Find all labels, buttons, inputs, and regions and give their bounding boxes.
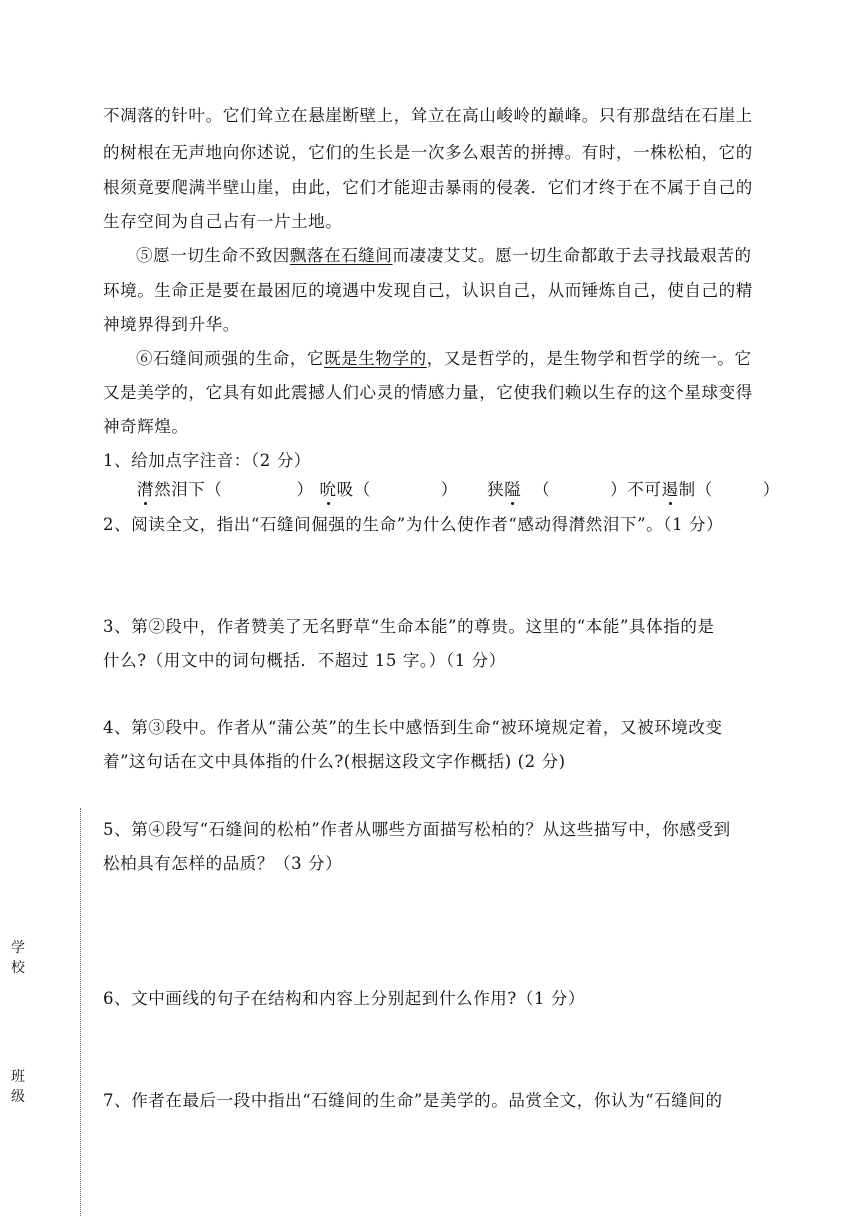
q1-text: 制（ <box>678 480 713 499</box>
underlined-phrase: 飘落在石缝间 <box>289 246 393 265</box>
passage-p5-line1 <box>136 246 796 266</box>
q1-text: ）不可 <box>610 480 662 499</box>
margin-char: 校 <box>11 960 25 976</box>
margin-char: 学 <box>11 940 25 956</box>
q1-text: ） <box>296 480 314 499</box>
question-2: 2、阅读全文，指出“石缝间倔强的生命”为什么使作者“感动得潸然泪下”。（1 分） <box>103 515 724 534</box>
dotted-char: 吮 <box>319 480 337 499</box>
q1-text: 吸（ <box>336 480 371 499</box>
passage-p4-line2: 的树根在无声地向你述说，它们的生长是一次多么艰苦的拼搏。有时，一株松柏，它的 <box>103 143 753 162</box>
margin-label-class <box>11 1067 27 1107</box>
passage-p5-line3: 神境界得到升华。 <box>103 315 240 334</box>
q1-text: 狭 <box>487 480 505 499</box>
question-5-line1: 5、第④段写“石缝间的松柏”作者从哪些方面描写松柏的？从这些描写中，你感受到 <box>103 820 731 839</box>
passage-p6-line3: 神奇辉煌。 <box>103 417 189 436</box>
passage-p6-line1 <box>136 349 796 369</box>
question-6: 6、文中画线的句子在结构和内容上分别起到什么作用?（1 分） <box>103 989 586 1008</box>
question-4-line2: 着”这句话在文中具体指的什么?(根据这段文字作概括) (2 分) <box>103 752 566 771</box>
dotted-char: 隘 <box>504 480 522 499</box>
margin-label-school <box>11 938 27 978</box>
dotted-char: 潸 <box>137 480 155 499</box>
p5-text: ⑤愿一切生命不致因 <box>136 246 290 265</box>
q1-text: （ <box>533 480 551 499</box>
question-7-line1: 7、作者在最后一段中指出“石缝间的生命”是美学的。品赏全文，你认为“石缝间的 <box>103 1091 723 1110</box>
passage-p5-line2: 环境。生命正是要在最困厄的境遇中发现自己，认识自己，从而锤炼自己，使自己的精 <box>103 281 753 300</box>
underlined-phrase: 既是生物学的 <box>324 349 427 368</box>
q1-text: ） <box>762 480 780 499</box>
binding-margin-dotted-line <box>80 808 81 1216</box>
question-1-items <box>137 480 797 500</box>
passage-p4-line1: 不凋落的针叶。它们耸立在悬崖断壁上，耸立在高山峻岭的巅峰。只有那盘结在石崖上 <box>103 106 753 125</box>
passage-p6-line2: 又是美学的，它具有如此震撼人们心灵的情感力量，它使我们赖以生存的这个星球变得 <box>103 383 753 402</box>
question-3-line1: 3、第②段中，作者赞美了无名野草“生命本能”的尊贵。这里的“本能”具体指的是 <box>103 617 715 636</box>
q1-text: ） <box>440 480 458 499</box>
passage-p4-line4: 生存空间为自己占有一片土地。 <box>103 212 343 231</box>
p6-text: ⑥石缝间顽强的生命，它 <box>136 349 325 368</box>
p5-text: 而凄凄艾艾。愿一切生命都敢于去寻找最艰苦的 <box>392 246 752 265</box>
p6-text: ，又是哲学的，是生物学和哲学的统一。它 <box>426 349 752 368</box>
passage-p4-line3: 根须竟要爬满半壁山崖，由此，它们才能迎击暴雨的侵袭．它们才终于在不属于自己的 <box>103 178 753 197</box>
margin-char: 班 <box>11 1069 25 1085</box>
question-5-line2: 松柏具有怎样的品质？（3 分） <box>103 854 343 873</box>
question-4-line1: 4、第③段中。作者从“蒲公英”的生长中感悟到生命“被环境规定着，又被环境改变 <box>103 718 723 737</box>
question-3-line2: 什么?（用文中的词句概括．不超过 15 字。）（1 分） <box>103 651 506 670</box>
dotted-char: 遏 <box>661 480 679 499</box>
question-1-title: 1、给加点字注音：（2 分） <box>103 451 311 470</box>
margin-char: 级 <box>11 1089 25 1105</box>
q1-text: 然泪下（ <box>154 480 223 499</box>
